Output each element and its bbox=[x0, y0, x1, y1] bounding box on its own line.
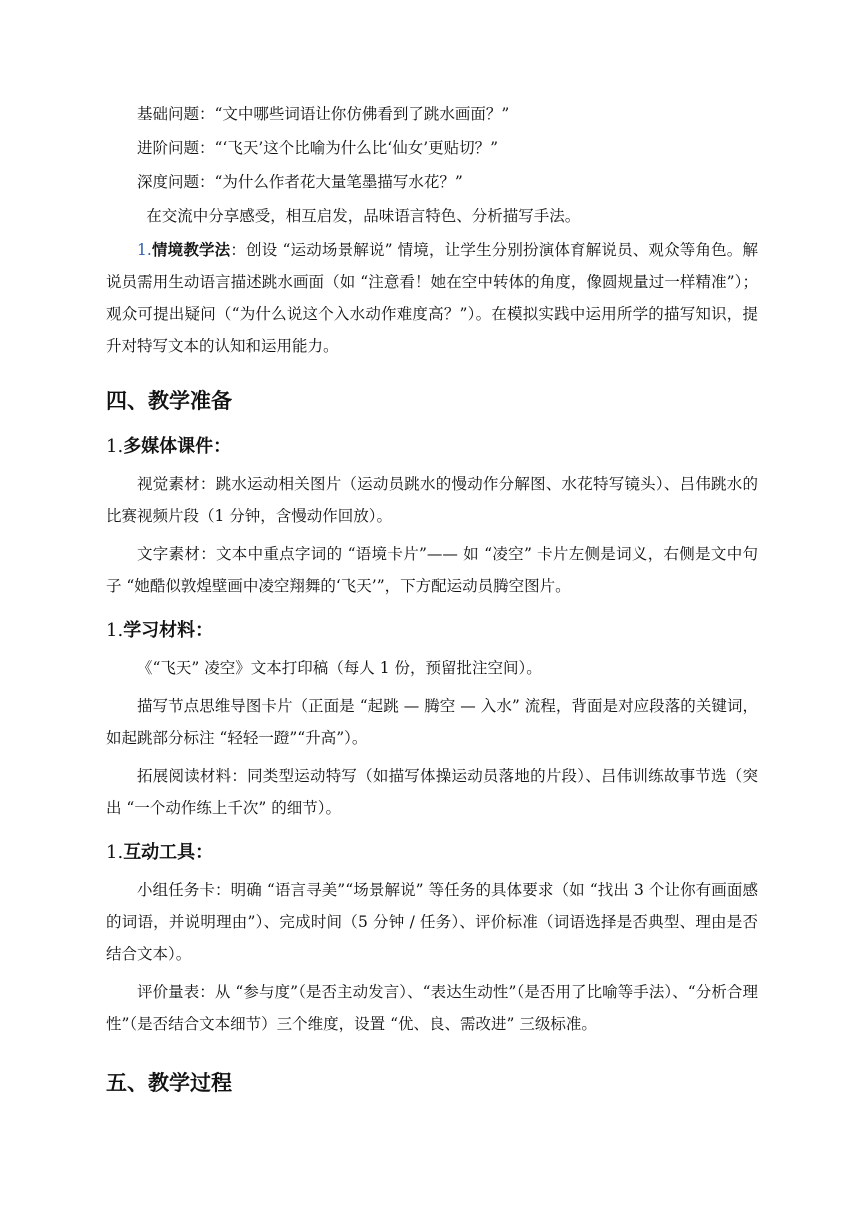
subheading-label: 学习材料： bbox=[123, 620, 214, 641]
mindmap-card-paragraph: 描写节点思维导图卡片（正面是 “起跳 — 腾空 — 入水” 流程，背面是对应段落的关键词，如起跳部分标注 “轻轻一蹬”“升高”）。 bbox=[106, 697, 758, 747]
subheading-multimedia bbox=[106, 432, 758, 462]
method-text: ：创设 “运动场景解说” 情境，让学生分别扮演体育解说员、观众等角色。解说员需用生动语言描述跳水画面（如 “注意看！她在空中转体的角度，像圆规量过一样精准”）；观众可提出疑问（“为什么说这个入水动作难度高？”）。在模拟实践中运用所学的描写知识，提升对特写文本的认知和运用能力。 bbox=[106, 241, 758, 355]
subheading-interactive-tools bbox=[106, 838, 758, 868]
visual-materials-paragraph: 视觉素材：跳水运动相关图片（运动员跳水的慢动作分解图、水花特写镜头）、吕伟跳水的比赛视频片段（1 分钟，含慢动作回放）。 bbox=[106, 475, 758, 525]
group-task-card-paragraph: 小组任务卡：明确 “语言寻美”“场景解说” 等任务的具体要求（如 “找出 3 个让你有画面感的词语，并说明理由”）、完成时间（5 分钟 / 任务）、评价标准（词语选择是否典型、理由是否结合文本）。 bbox=[106, 881, 758, 963]
evaluation-scale-paragraph: 评价量表：从 “参与度”（是否主动发言）、“表达生动性”（是否用了比喻等手法）、“分析合理性”（是否结合文本细节）三个维度，设置 “优、良、需改进” 三级标准。 bbox=[106, 983, 758, 1033]
subheading-number: 1. bbox=[106, 436, 124, 457]
section-heading-teaching-preparation: 四、教学准备 bbox=[106, 389, 232, 413]
basic-question: 基础问题：“文中哪些词语让你仿佛看到了跳水画面？” bbox=[137, 105, 510, 123]
text-materials-paragraph: 文字素材：文本中重点字词的 “语境卡片”—— 如 “凌空” 卡片左侧是词义，右侧是文中句子 “她酷似敦煌壁画中凌空翔舞的‘飞天’”，下方配运动员腾空图片。 bbox=[106, 545, 758, 595]
subheading-label: 多媒体课件： bbox=[123, 436, 232, 457]
subheading-number: 1. bbox=[106, 842, 124, 863]
deep-question: 深度问题：“为什么作者花大量笔墨描写水花？” bbox=[137, 173, 463, 191]
subheading-label: 互动工具： bbox=[123, 842, 214, 863]
subheading-learning-materials bbox=[106, 616, 758, 646]
advanced-question: 进阶问题：“‘飞天’这个比喻为什么比‘仙女’更贴切？” bbox=[137, 139, 499, 157]
share-paragraph: 在交流中分享感受，相互启发，品味语言特色、分析描写手法。 bbox=[146, 207, 581, 225]
printout-paragraph: 《“飞天” 凌空》文本打印稿（每人 1 份，预留批注空间）。 bbox=[137, 659, 542, 677]
document-page bbox=[106, 98, 758, 1114]
extended-reading-paragraph: 拓展阅读材料：同类型运动特写（如描写体操运动员落地的片段）、吕伟训练故事节选（突出 “一个动作练上千次” 的细节）。 bbox=[106, 767, 758, 817]
method-label: 情境教学法 bbox=[151, 241, 231, 259]
subheading-number: 1. bbox=[106, 620, 124, 641]
list-number: 1. bbox=[137, 241, 152, 259]
situational-teaching-paragraph bbox=[106, 234, 758, 362]
section-heading-teaching-process: 五、教学过程 bbox=[106, 1071, 232, 1095]
